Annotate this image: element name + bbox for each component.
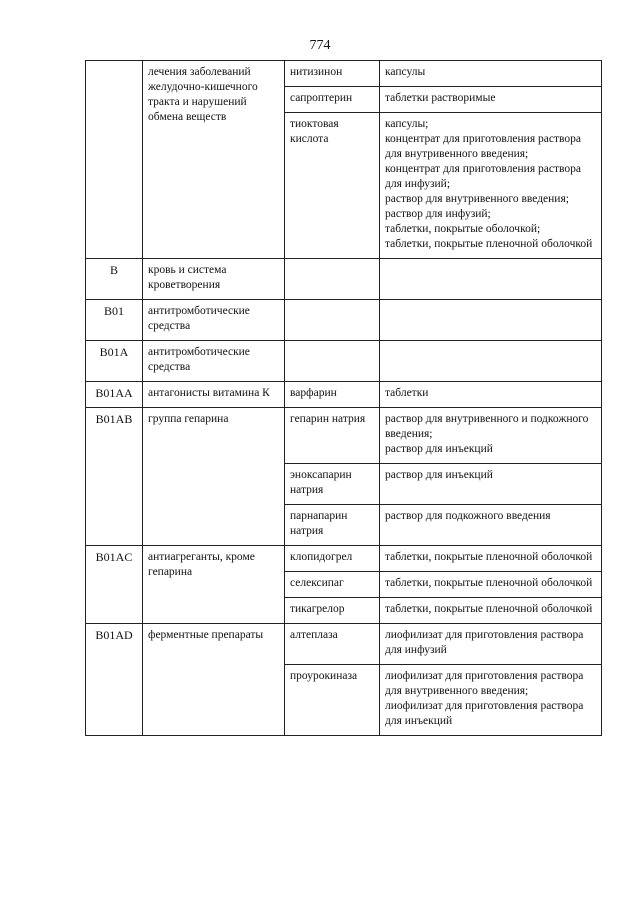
drug-name-cell: клопидогрел [285,546,380,572]
group-name-cell: антитромботические средства [143,341,285,382]
atc-code-cell: B [86,259,143,300]
atc-code-cell: B01 [86,300,143,341]
dosage-form-cell [380,113,602,259]
atc-code-cell: B01A [86,341,143,382]
dosage-form-line: раствор для инфузий; [385,208,491,220]
dosage-form-cell [380,464,602,505]
dosage-form-cell [380,87,602,113]
drug-name-cell: тиоктовая кислота [285,113,380,259]
dosage-form-line: капсулы [385,66,426,78]
atc-code-cell: B01AD [86,624,143,736]
dosage-form-cell [380,598,602,624]
dosage-form-cell [380,665,602,736]
dosage-form-cell [380,546,602,572]
group-name-cell: кровь и система кроветворения [143,259,285,300]
atc-code-cell [86,61,143,259]
group-name-cell: антиагреганты, кроме гепарина [143,546,285,624]
dosage-form-line: лиофилизат для приготовления раствора для инфузий [385,629,584,656]
dosage-form-cell [380,624,602,665]
dosage-form-cell [380,572,602,598]
dosage-form-line: капсулы; [385,118,429,130]
table-row [86,546,602,572]
dosage-form-line: раствор для инъекций [385,443,493,455]
drug-name-cell: нитизинон [285,61,380,87]
drug-name-cell: тикагрелор [285,598,380,624]
dosage-form-cell [380,505,602,546]
table-row [86,300,602,341]
dosage-form-line: лиофилизат для приготовления раствора для внутривенного введения; [385,670,584,697]
table-row [86,61,602,87]
drug-name-cell [285,259,380,300]
drug-registry-table [85,60,602,736]
drug-name-cell: эноксапарин натрия [285,464,380,505]
dosage-form-cell [380,382,602,408]
drug-name-cell [285,341,380,382]
table-row [86,382,602,408]
drug-name-cell [285,300,380,341]
dosage-form-line: таблетки, покрытые пленочной оболочкой [385,238,593,250]
dosage-form-line: раствор для внутривенного и подкожного введения; [385,413,589,440]
dosage-form-line: раствор для подкожного введения [385,510,551,522]
drug-name-cell: сапроптерин [285,87,380,113]
group-name-cell: антагонисты витамина К [143,382,285,408]
dosage-form-line: концентрат для приготовления раствора для инфузий; [385,163,581,190]
dosage-form-line: лиофилизат для приготовления раствора для инъекций [385,700,584,727]
dosage-form-cell [380,259,602,300]
drug-name-cell: алтеплаза [285,624,380,665]
dosage-form-line: таблетки, покрытые оболочкой; [385,223,541,235]
dosage-form-line: таблетки, покрытые пленочной оболочкой [385,551,593,563]
group-name-cell: лечения заболеваний желудочно-кишечного тракта и нарушений обмена веществ [143,61,285,259]
atc-code-cell: B01AB [86,408,143,546]
dosage-form-line: раствор для внутривенного введения; [385,193,569,205]
atc-code-cell: B01AC [86,546,143,624]
table-row [86,259,602,300]
page-number: 774 [309,38,331,53]
table-row [86,408,602,464]
dosage-form-line: таблетки [385,387,429,399]
dosage-form-line: таблетки растворимые [385,92,496,104]
table-row [86,624,602,665]
dosage-form-line: таблетки, покрытые пленочной оболочкой [385,577,593,589]
dosage-form-line: таблетки, покрытые пленочной оболочкой [385,603,593,615]
group-name-cell: ферментные препараты [143,624,285,736]
drug-name-cell: проурокиназа [285,665,380,736]
drug-name-cell: варфарин [285,382,380,408]
drug-name-cell: селексипаг [285,572,380,598]
dosage-form-cell [380,341,602,382]
atc-code-cell: B01AA [86,382,143,408]
drug-name-cell: парнапарин натрия [285,505,380,546]
group-name-cell: антитромботические средства [143,300,285,341]
drug-name-cell: гепарин натрия [285,408,380,464]
dosage-form-cell [380,61,602,87]
table-row [86,341,602,382]
dosage-form-cell [380,408,602,464]
dosage-form-line: концентрат для приготовления раствора для внутривенного введения; [385,133,581,160]
dosage-form-cell [380,300,602,341]
dosage-form-line: раствор для инъекций [385,469,493,481]
group-name-cell: группа гепарина [143,408,285,546]
